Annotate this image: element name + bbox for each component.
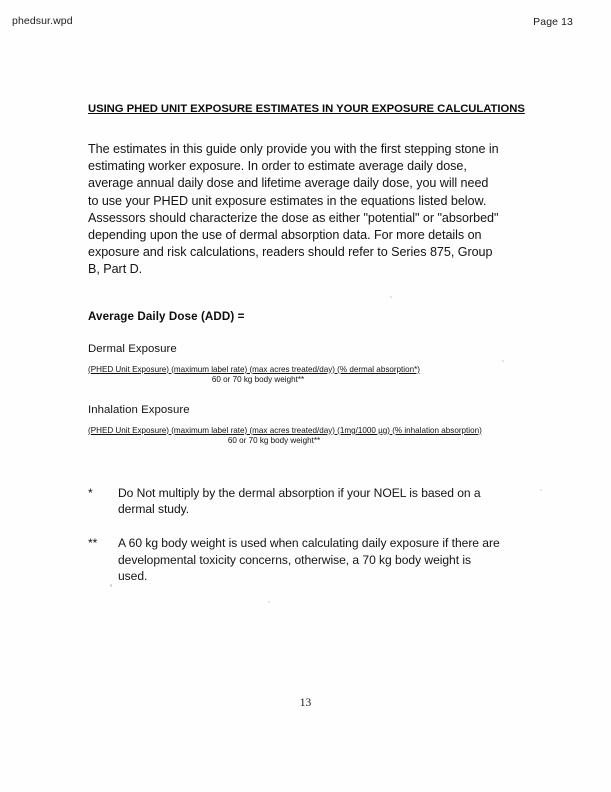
footnote-text: Do Not multiply by the dermal absorption if your NOEL is based on a dermal study. bbox=[118, 485, 481, 517]
equation-inhalation-exposure bbox=[88, 426, 500, 445]
equation-label-inhalation-exposure: Inhalation Exposure bbox=[88, 403, 190, 416]
equation-denominator: 60 or 70 kg body weight** bbox=[227, 435, 321, 445]
scan-artifact-speck bbox=[268, 601, 270, 603]
section-heading-average-daily-dose: Average Daily Dose (ADD) = bbox=[88, 309, 245, 323]
page-title: USING PHED UNIT EXPOSURE ESTIMATES IN YOUR EXPOSURE CALCULATIONS bbox=[88, 103, 525, 115]
scan-artifact-speck bbox=[540, 489, 542, 491]
equation-label-dermal-exposure: Dermal Exposure bbox=[88, 342, 177, 355]
footnote-item bbox=[88, 485, 500, 518]
scan-artifact-speck bbox=[110, 584, 112, 587]
footnote-marker: * bbox=[88, 485, 93, 500]
equation-numerator: (PHED Unit Exposure) (maximum label rate) (max acres treated/day) (1mg/1000 µg) (% inhalation absorption) bbox=[88, 425, 482, 435]
equation-numerator: (PHED Unit Exposure) (maximum label rate) (max acres treated/day) (% dermal absorption*) bbox=[88, 364, 420, 374]
equation-denominator: 60 or 70 kg body weight** bbox=[211, 374, 305, 384]
footnote-list bbox=[88, 485, 500, 585]
header-page-label: Page 13 bbox=[533, 16, 573, 28]
footnote-text: A 60 kg body weight is used when calculating daily exposure if there are developmental toxicity concerns, otherwise, a 70 kg body weight is used. bbox=[118, 536, 500, 584]
scan-artifact-speck bbox=[502, 360, 504, 362]
footer-page-number: 13 bbox=[299, 697, 312, 709]
footnote-item bbox=[88, 535, 500, 584]
scan-artifact-speck bbox=[390, 296, 392, 298]
document-body bbox=[88, 103, 525, 585]
intro-paragraph: The estimates in this guide only provide you with the first stepping stone in estimating worker exposure. In order to estimate average daily dose, average annual daily dose and lifetime average daily dose, you will need to use your PHED unit exposure estimates in the equations listed below. Assessors should characterize the dose as either "potential" or "absorbed" depending upon the use of dermal absorption data. For more details on exposure and risk calculations, readers should refer to Series 875, Group B, Part D. bbox=[88, 142, 499, 277]
header-file-name: phedsur.wpd bbox=[12, 15, 73, 27]
footnote-marker: ** bbox=[88, 536, 98, 551]
equation-dermal-exposure bbox=[88, 365, 500, 384]
